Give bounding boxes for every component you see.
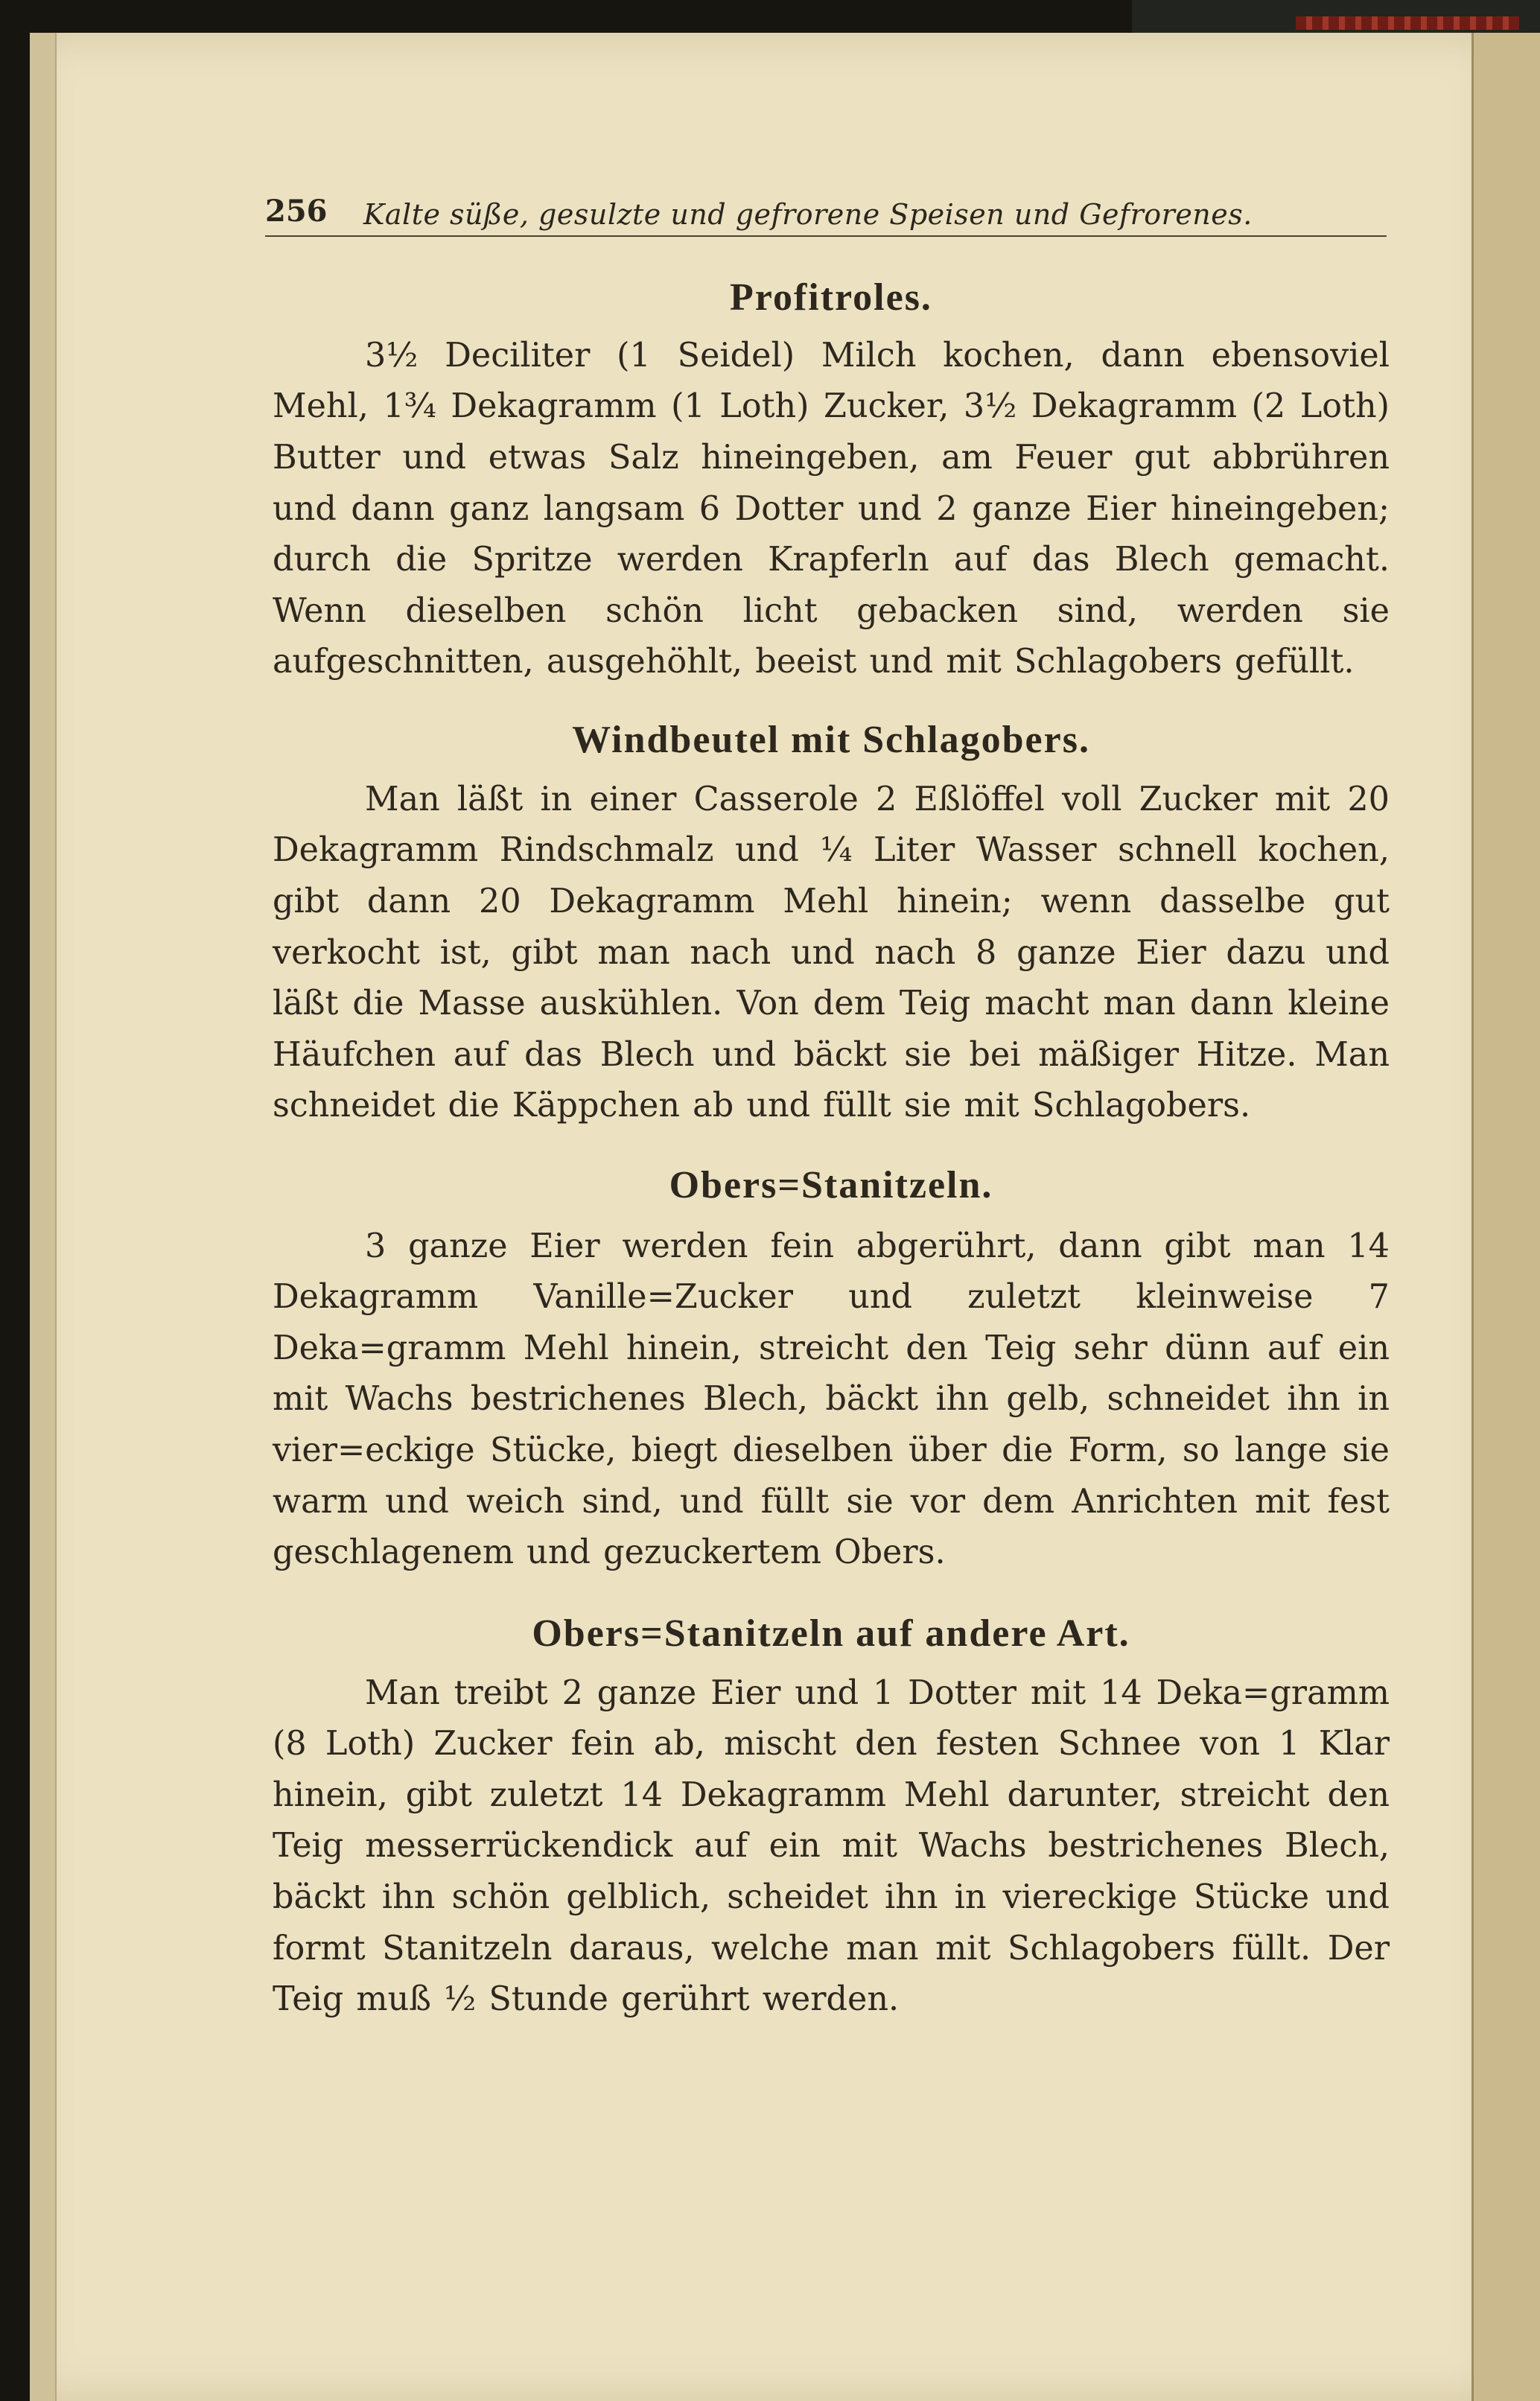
recipe-obers-stanitzeln-other bbox=[273, 1612, 1390, 2026]
recipe-title: Obers=Stanitzeln auf andere Art. bbox=[532, 1612, 1130, 1655]
recipe-text: Man läßt in einer Casserole 2 Eßlöffel voll Zucker mit 20 Dekagramm Rindschmalz und ¼ Liter Wasser schnell kochen, gibt dann 20 Dekagramm Mehl hinein; wenn dasselbe gut verkocht ist, gibt man nach und nach 8 ganze Eier dazu und läßt die Masse auskühlen. Von dem Teig macht man dann kleine Häufchen auf das Blech und bäckt sie bei mäßiger Hitze. Man schneidet die Käppchen ab und füllt sie mit Schlagobers. bbox=[273, 780, 1390, 1125]
page-content bbox=[273, 276, 1390, 2026]
binding-stripe bbox=[1296, 16, 1519, 30]
recipe-profitroles bbox=[273, 276, 1390, 688]
recipe-text: 3½ Deciliter (1 Seidel) Milch kochen, dann ebensoviel Mehl, 1¾ Dekagramm (1 Loth) Zucker, 3½ Dekagramm (2 Loth) Butter und etwas Salz hineingeben, am Feuer gut abbrühren und dann ganz langsam 6 Dotter und 2 ganze Eier hineingeben; durch die Spritze werden Krapferln auf das Blech gemacht. Wenn dieselben schön licht gebacken sind, werden sie aufgeschnitten, ausgehöhlt, beeist und mit Schlagobers gefüllt. bbox=[273, 336, 1390, 681]
recipe-windbeutel bbox=[273, 718, 1390, 1132]
running-head: Kalte süße, gesulzte und gefrorene Speisen und Gefrorenes. bbox=[363, 198, 1253, 231]
page-gutter bbox=[30, 33, 57, 2401]
page-number: 256 bbox=[265, 194, 328, 229]
recipe-title: Profitroles. bbox=[730, 276, 932, 319]
page-header bbox=[265, 191, 1387, 237]
page-edges bbox=[1471, 33, 1540, 2401]
recipe-title: Obers=Stanitzeln. bbox=[669, 1163, 993, 1206]
recipe-obers-stanitzeln bbox=[273, 1163, 1390, 1579]
recipe-text: 3 ganze Eier werden fein abgerührt, dann gibt man 14 Dekagramm Vanille=Zucker und zuletzt kleinweise 7 Deka=gramm Mehl hinein, streicht den Teig sehr dünn auf ein mit Wachs bestrichenes Blech, bäckt ihn gelb, schneidet ihn in vier=eckige Stücke, biegt dieselben über die Form, so lange sie warm und weich sind, und füllt sie vor dem Anrichten mit fest geschlagenem und gezuckertem Obers. bbox=[273, 1227, 1390, 1572]
recipe-title: Windbeutel mit Schlagobers. bbox=[572, 718, 1090, 761]
recipe-text: Man treibt 2 ganze Eier und 1 Dotter mit 14 Deka=gramm (8 Loth) Zucker fein ab, mischt den festen Schnee von 1 Klar hinein, gibt zuletzt 14 Dekagramm Mehl darunter, streicht den Teig messerrückendick auf ein mit Wachs bestrichenes Blech, bäckt ihn schön gelblich, scheidet ihn in viereckige Stücke und formt Stanitzeln daraus, welche man mit Schlagobers füllt. Der Teig muß ½ Stunde gerührt werden. bbox=[273, 1673, 1390, 2019]
